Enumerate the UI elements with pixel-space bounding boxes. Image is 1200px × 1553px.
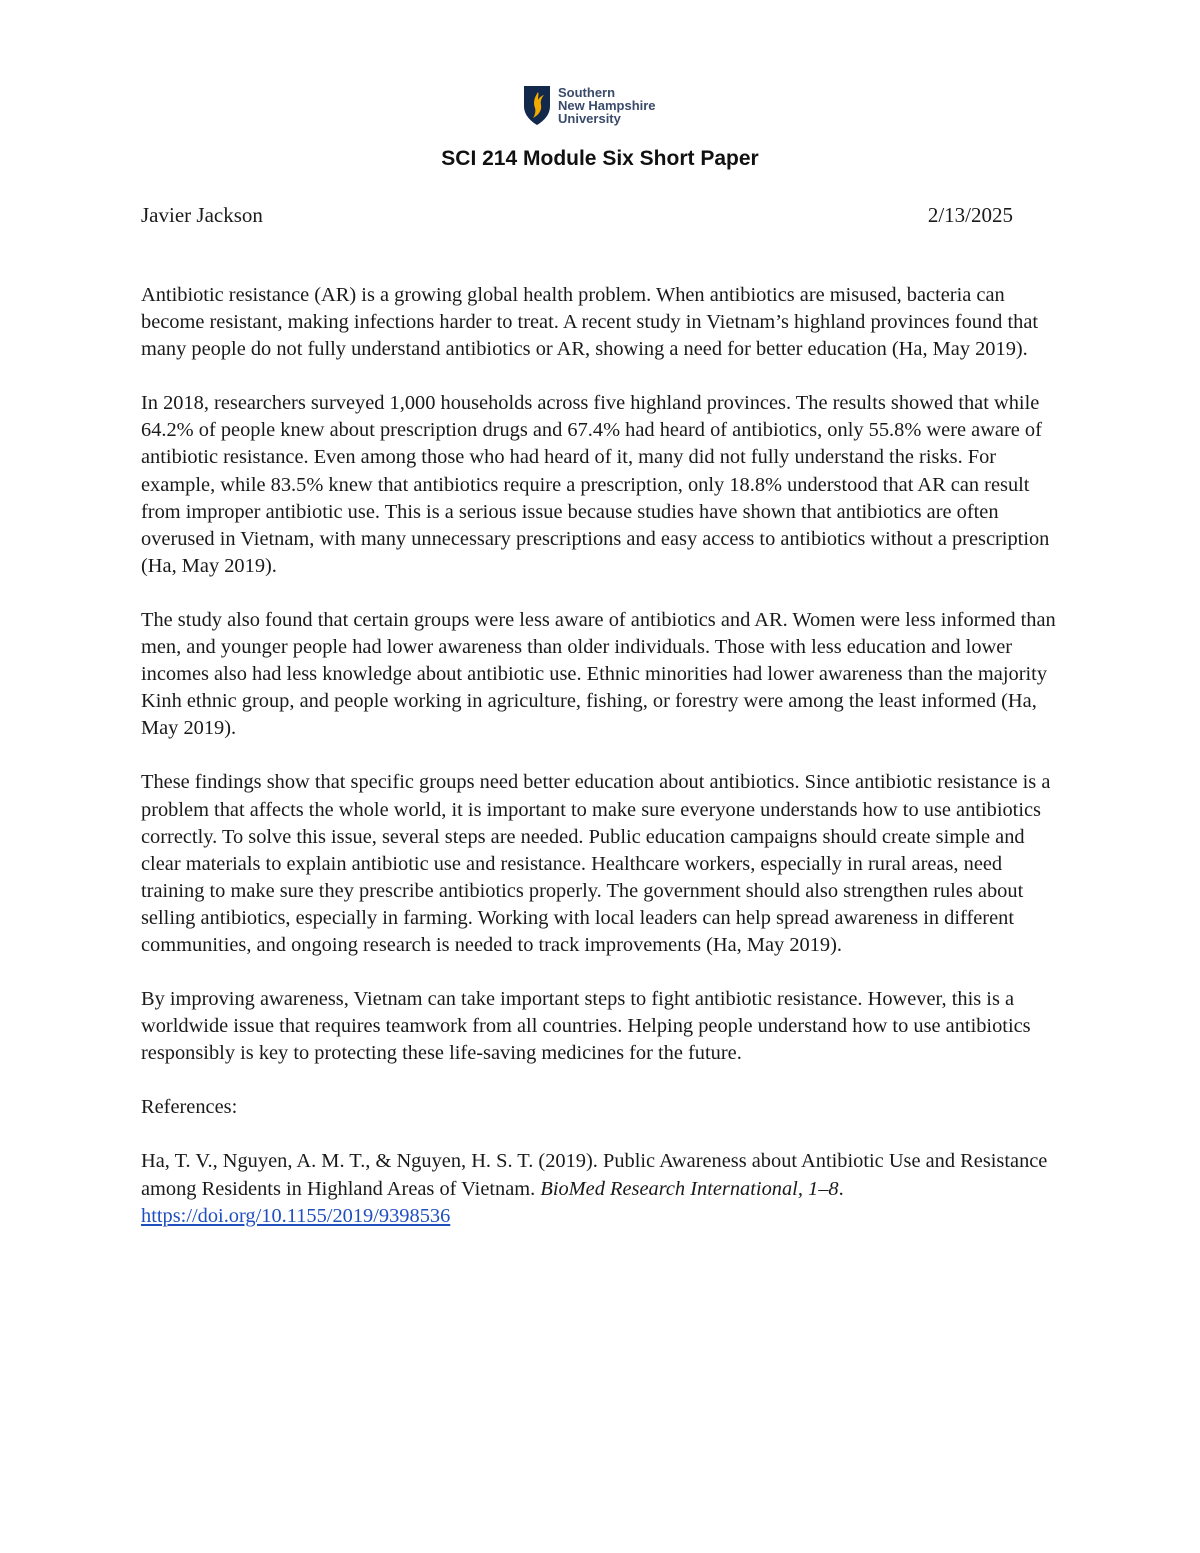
reference-text: Ha, T. V., Nguyen, A. M. T., & Nguyen, H. S. T. (2019). Public Awareness about Antibiotic Use and Resistance among Residents in Highland Areas of Vietnam. [141,1150,1048,1200]
logo-line-2: New Hampshire [558,97,656,113]
logo-line-1: Southern [558,84,616,100]
references-heading: References: [141,1096,238,1119]
paragraph-4: These findings show that specific groups need better education about antibiotics. Since antibiotic resistance is a problem that affects the whole world, it is important to make sure everyone understands how to use antibiotics correctly. To solve this issue, several steps are needed. Public education campaigns should create simple and clear materials to explain antibiotic use and resistance. Healthcare workers, especially in rural areas, need training to make sure they prescribe antibiotics properly. The government should also strengthen rules about selling antibiotics, especially in farming. Working with local leaders can help spread awareness in different communities, and ongoing research is needed to track improvements (Ha, May 2019). [141,771,1051,956]
reference-entry [141,1148,1061,1229]
paper-title: SCI 214 Module Six Short Paper [441,147,759,170]
paragraph-1: Antibiotic resistance (AR) is a growing global health problem. When antibiotics are misused, bacteria can become resistant, making infections harder to treat. A recent study in Vietnam’s highland provinces found that many people do not fully understand antibiotics or AR, showing a need for better education (Ha, May 2019). [141,284,1039,361]
university-logo [522,84,656,126]
paper-date: 2/13/2025 [927,203,1013,227]
reference-journal: BioMed Research International, 1–8 [540,1177,839,1200]
logo-wordmark [558,86,656,125]
author-date-line [141,202,1013,229]
paper-body [141,282,1061,1257]
reference-separator: . [838,1177,844,1200]
paragraph-2: In 2018, researchers surveyed 1,000 households across five highland provinces. The results showed that while 64.2% of people knew about prescription drugs and 67.4% had heard of antibiotics, only 55.8% were aware of antibiotic resistance. Even among those who had heard of it, many did not fully understand the risks. For example, while 83.5% knew that antibiotics require a prescription, only 18.8% understood that AR can result from improper antibiotic use. This is a serious issue because studies have shown that antibiotics are often overused in Vietnam, with many unnecessary prescriptions and easy access to antibiotics without a prescription (Ha, May 2019). [141,392,1050,577]
author-name: Javier Jackson [141,203,263,227]
shield-flame-icon [522,84,552,126]
paragraph-3: The study also found that certain groups were less aware of antibiotics and AR. Women were less informed than men, and younger people had lower awareness than older individuals. Those with less education and lower incomes also had less knowledge about antibiotic use. Ethnic minorities had lower awareness than the majority Kinh ethnic group, and people working in agriculture, fishing, or forestry were among the least informed (Ha, May 2019). [141,608,1056,740]
logo-line-3: University [558,110,621,126]
paragraph-5: By improving awareness, Vietnam can take important steps to fight antibiotic resistance. However, this is a worldwide issue that requires teamwork from all countries. Helping people understand how to use antibiotics responsibly is key to protecting these life-saving medicines for the future. [141,988,1031,1065]
reference-doi-link[interactable]: https://doi.org/10.1155/2019/9398536 [141,1204,451,1227]
